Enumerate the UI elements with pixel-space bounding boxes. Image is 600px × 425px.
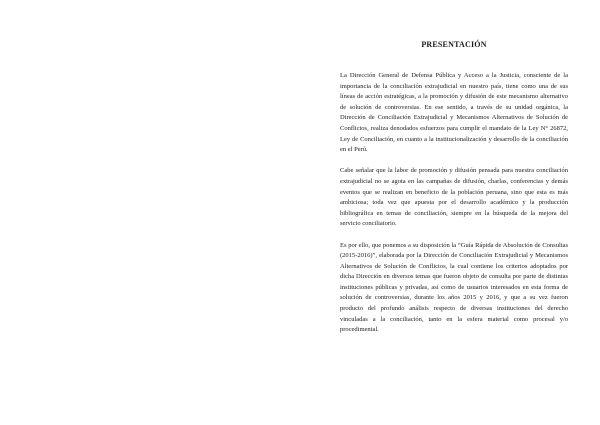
paragraph-1: La Dirección General de Defensa Pública y Acceso a la Justicia, consciente de la importancia de la conciliación extrajudicial en nuestro país, tiene como una de sus líneas de acción estratégicas, a la promoción y difusión de este mecanismo alternativo de solución de controversias. En ese sentido, a través de su unidad orgánica, la Dirección de Conciliación Extrajudicial y Mecanismos Alternativos de Solución de Conflictos, realiza denodados esfuerzos para cumplir el mandato de la Ley N° 26872, Ley de Conciliación, en cuanto a la institucionalización y desarrollo de la conciliación en el Perú. xyxy=(340,72,568,154)
page-title: PRESENTACIÓN xyxy=(421,40,487,49)
document-body xyxy=(340,71,568,346)
paragraph-2: Cabe señalar que la labor de promoción y difusión pensada para nuestra conciliación extrajudicial no se agota en las campañas de difusión, charlas, conferencias y demás eventos que se realizan en beneficio de la población peruana, sino que esta es más ambiciosa; toda vez que apuesta por el desarrollo académico y la producción bibliográfica en temas de conciliación, siempre en la búsqueda de la mejora del servicio conciliatorio. xyxy=(340,167,568,228)
paragraph-3: Es por ello, que ponemos a su disposición la “Guía Rápida de Absolución de Consultas (2015-2016)”, elaborada por la Dirección de Conciliación Extrajudicial y Mecanismos Alternativos de Solución de Conflictos, la cual contiene los criterios adoptados por dicha Dirección en diversos temas que fueron objeto de consulta por parte de distintas instituciones públicas y privadas, así como de usuarios interesados en esta forma de solución de controversias, durante los años 2015 y 2016, y que a su vez fueron producto del profundo análisis respecto de diversas instituciones del derecho vinculadas a la conciliación, tanto en la esfera material como procesal y/o procedimental. xyxy=(340,241,568,334)
